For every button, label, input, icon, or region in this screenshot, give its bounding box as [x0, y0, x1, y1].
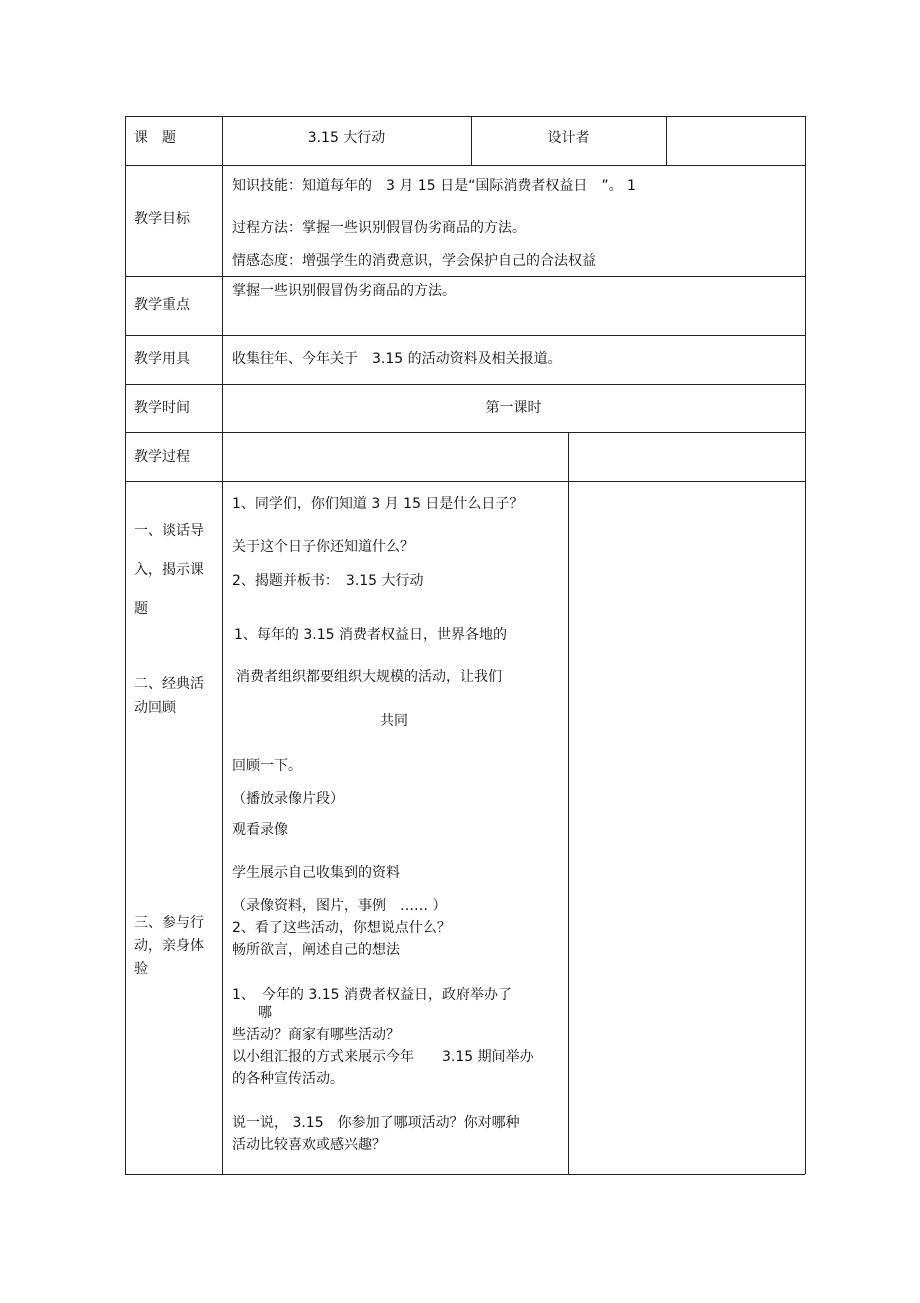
- objective-process: 过程方法：掌握一些识别假冒伪劣商品的方法。: [232, 220, 526, 236]
- process-line: 说一说， 3.15 你参加了哪项活动？你对哪种: [232, 1115, 520, 1131]
- objective-knowledge: 知识技能：知道每年的 3 月 15 日是“国际消费者权益日 ”。 1: [232, 178, 636, 194]
- row-divider: [125, 165, 805, 166]
- table-border-left: [125, 116, 126, 1174]
- designer-divider: [666, 116, 667, 165]
- process-label: 教学过程: [134, 449, 190, 465]
- tools-value: 收集往年、今年关于 3.15 的活动资料及相关报道。: [232, 351, 562, 367]
- topic-value: 3.15 大行动: [307, 130, 386, 146]
- section-3-label-line: 动，亲身体: [134, 938, 204, 954]
- process-divider: [568, 432, 569, 1174]
- section-1-label-line: 题: [134, 601, 148, 617]
- section-1-label-line: 一、谈话导: [134, 523, 204, 539]
- process-line: 畅所欲言，阐述自己的想法: [232, 942, 400, 958]
- tools-label: 教学用具: [134, 351, 190, 367]
- process-line: 的各种宣传活动。: [232, 1071, 344, 1087]
- designer-label: 设计者: [547, 130, 590, 146]
- process-line: 学生展示自己收集到的资料: [232, 865, 400, 881]
- process-line: 2、揭题并板书： 3.15 大行动: [232, 573, 424, 589]
- process-line: 回顾一下。: [232, 758, 302, 774]
- process-line: 1、每年的 3.15 消费者权益日，世界各地的: [234, 627, 507, 643]
- table-border-top: [125, 116, 805, 117]
- row-divider: [125, 335, 805, 336]
- key-points-label: 教学重点: [134, 297, 190, 313]
- section-2-label-line: 二、经典活: [134, 676, 204, 692]
- process-line: 1、同学们，你们知道 3 月 15 日是什么日子？: [232, 496, 524, 512]
- section-1-label-line: 入，揭示课: [134, 562, 204, 578]
- process-line: 2、看了这些活动，你想说点什么？: [232, 920, 451, 936]
- process-line: 消费者组织都要组织大规模的活动，让我们: [236, 669, 502, 685]
- row-divider: [125, 432, 805, 433]
- objective-attitude: 情感态度：增强学生的消费意识，学会保护自己的合法权益: [232, 253, 596, 269]
- process-line: 1、 今年的 3.15 消费者权益日，政府举办了: [232, 987, 512, 1003]
- time-label: 教学时间: [134, 400, 190, 416]
- section-3-label-line: 验: [134, 961, 148, 977]
- time-value: 第一课时: [485, 400, 542, 416]
- process-line: （播放录像片段）: [232, 791, 344, 807]
- topic-label: 课 题: [134, 130, 176, 146]
- row-divider: [125, 384, 805, 385]
- process-line: 以小组汇报的方式来展示今年 3.15 期间举办: [232, 1049, 534, 1065]
- process-line: 关于这个日子你还知道什么？: [232, 539, 414, 555]
- table-border-bottom: [125, 1174, 805, 1175]
- process-line: 共同: [380, 713, 408, 729]
- process-line: 哪: [258, 1005, 272, 1021]
- process-line: 观看录像: [232, 822, 288, 838]
- process-line: 活动比较喜欢或感兴趣？: [232, 1137, 386, 1153]
- label-column-divider: [222, 116, 223, 1174]
- row-divider: [125, 276, 805, 277]
- section-2-label-line: 动回顾: [134, 700, 176, 716]
- table-border-right: [805, 116, 806, 1174]
- section-3-label-line: 三、参与行: [134, 915, 204, 931]
- row-divider: [125, 481, 805, 482]
- process-line: 些活动？商家有哪些活动？: [232, 1027, 400, 1043]
- objectives-label: 教学目标: [134, 211, 190, 227]
- process-line: （录像资料，图片，事例 …… ）: [232, 898, 447, 914]
- key-points-value: 掌握一些识别假冒伪劣商品的方法。: [232, 283, 456, 299]
